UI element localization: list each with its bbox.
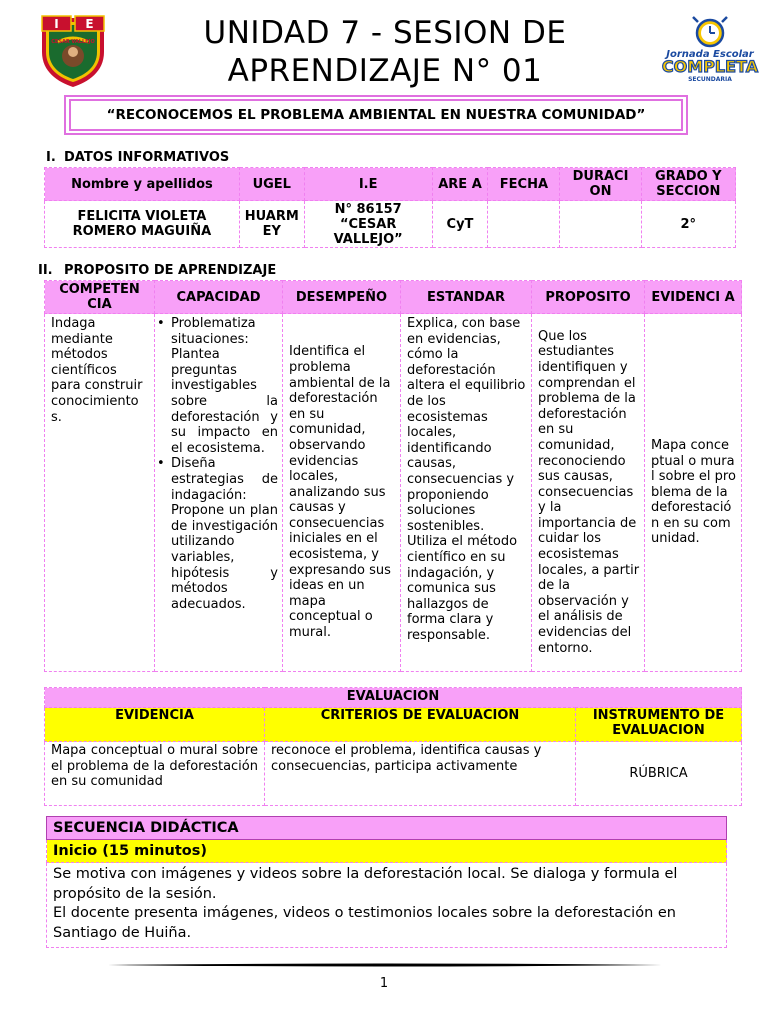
evaluacion-header: EVIDENCIA: [45, 708, 265, 742]
school-crest-logo: [38, 12, 108, 88]
competencia-cell: Indaga mediante métodos científicos para construir conocimiento s.: [45, 314, 155, 672]
bullet-icon: •: [157, 456, 165, 472]
datos-header: I.E: [304, 168, 432, 201]
evaluacion-evidencia: Mapa conceptual o mural sobre el problema de la deforestación en su comunidad: [45, 742, 265, 806]
section-title: DATOS INFORMATIVOS: [64, 150, 230, 165]
evaluacion-criterios: reconoce el problema, identifica causas y consecuencias, participa activamente: [265, 742, 576, 806]
secuencia-table: [46, 816, 727, 948]
datos-cell: [560, 201, 641, 248]
evaluacion-header-row: [45, 708, 742, 742]
page-number: 1: [379, 976, 389, 991]
datos-cell: 2°: [641, 201, 735, 248]
datos-row: [45, 201, 736, 248]
desempeno-cell: Identifica el problema ambiental de la deforestación en su comunidad, observando evidencias locales, analizando sus causas y consecuencias iniciales en el ecosistema, y expresando sus ideas en un mapa conceptual o mural.: [283, 314, 401, 672]
secuencia-title: SECUENCIA DIDÁCTICA: [47, 817, 727, 840]
evaluacion-title: EVALUACION: [45, 688, 742, 708]
capacidad-cell: [155, 314, 283, 672]
proposito-header: PROPOSITO: [532, 281, 645, 314]
inicio-paragraph: Se motiva con imágenes y videos sobre la deforestación local. Se dialoga y formula el propósito de la sesión.: [53, 866, 678, 902]
proposito-header: COMPETEN CIA: [45, 281, 155, 314]
estandar-cell: Explica, con base en evidencias, cómo la deforestación altera el equilibrio de los ecosistemas locales, identificando causas, consecuencias y proponiendo soluciones sostenibles. Utiliza el método científico en su indagación, y comunica sus hallazgos de forma clara y responsable.: [401, 314, 532, 672]
crest-letter-e: E: [85, 17, 94, 31]
datos-cell: HUARM EY: [239, 201, 304, 248]
capacidad-item: • Diseña estrategias de indagación: Propone un plan de investigación utilizando variables, hipótesis y métodos adecuados.: [157, 456, 278, 612]
logo-line-1: Jornada Escolar: [666, 49, 754, 60]
page-title: [150, 14, 620, 90]
proposito-header: CAPACIDAD: [155, 281, 283, 314]
section-number: II.: [38, 263, 53, 278]
proposito-header: DESEMPEÑO: [283, 281, 401, 314]
inicio-content: [47, 863, 727, 948]
proposito-table: [44, 280, 742, 672]
section-proposito-heading: [38, 263, 276, 278]
jornada-escolar-completa-logo: [660, 14, 760, 84]
datos-cell: FELICITA VIOLETA ROMERO MAGUIÑA: [45, 201, 240, 248]
proposito-header: ESTANDAR: [401, 281, 532, 314]
datos-cell: CyT: [432, 201, 488, 248]
logo-line-2: COMPLETA: [661, 57, 759, 76]
session-subtitle-box: [64, 95, 688, 135]
section-number: I.: [46, 150, 56, 165]
proposito-row: [45, 314, 742, 672]
title-line-2: APRENDIZAJE N° 01: [227, 53, 543, 89]
proposito-cell: Que los estudiantes identifiquen y comprendan el problema de la deforestación en su comunidad, reconociendo sus causas, consecuencias y la importancia de cuidar los ecosistemas locales, a partir de la observación y el análisis de evidencias del entorno.: [532, 314, 645, 672]
datos-header-row: [45, 168, 736, 201]
evaluacion-table: [44, 687, 742, 806]
proposito-header: EVIDENCI A: [645, 281, 742, 314]
datos-cell: [488, 201, 560, 248]
inicio-heading: Inicio (15 minutos): [47, 840, 727, 863]
footer-divider: [108, 962, 662, 968]
datos-header: FECHA: [488, 168, 560, 201]
proposito-header-row: [45, 281, 742, 314]
bullet-icon: •: [157, 316, 165, 331]
datos-header: GRADO Y SECCION: [641, 168, 735, 201]
datos-header: UGEL: [239, 168, 304, 201]
datos-header: Nombre y apellidos: [45, 168, 240, 201]
capacidad-item: • Problematiza situaciones: Plantea preguntas investigables sobre la deforestación y su impacto en el ecosistema.: [157, 316, 278, 456]
crest-text: CESAR VALLEJO: [51, 39, 95, 45]
datos-header: DURACI ON: [560, 168, 641, 201]
evaluacion-header: CRITERIOS DE EVALUACION: [265, 708, 576, 742]
evaluacion-instrumento: RÚBRICA: [576, 742, 742, 806]
datos-header: ARE A: [432, 168, 488, 201]
section-datos-heading: [46, 150, 229, 165]
logo-line-3: SECUNDARIA: [688, 76, 732, 83]
title-line-1: UNIDAD 7 - SESION DE: [203, 15, 567, 51]
evidencia-cell: Mapa conceptual o mural sobre el problema de la deforestación en su comunidad.: [645, 314, 742, 672]
inicio-paragraph: El docente presenta imágenes, videos o testimonios locales sobre la deforestación en Santiago de Huiña.: [53, 905, 676, 941]
session-subtitle: “RECONOCEMOS EL PROBLEMA AMBIENTAL EN NUESTRA COMUNIDAD”: [69, 99, 683, 131]
section-title: PROPOSITO DE APRENDIZAJE: [64, 263, 277, 278]
evaluacion-header: INSTRUMENTO DE EVALUACION: [576, 708, 742, 742]
evaluacion-row: [45, 742, 742, 806]
datos-cell: N° 86157 “CESAR VALLEJO”: [304, 201, 432, 248]
crest-letter-i: I: [54, 17, 59, 31]
datos-table: [44, 167, 736, 248]
